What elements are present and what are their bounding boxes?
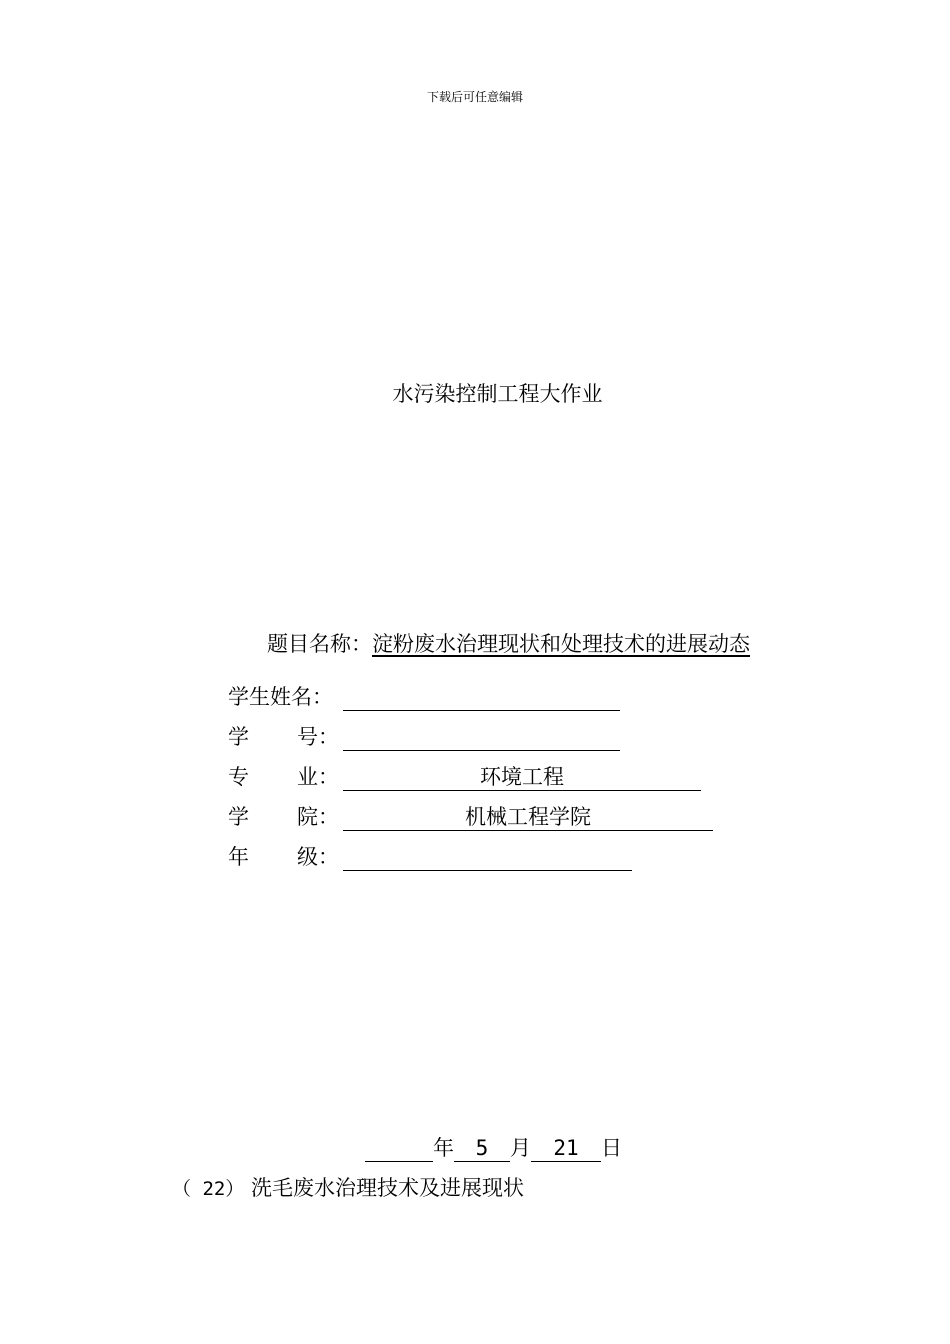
student-id-blank[interactable] (343, 724, 620, 751)
field-label: 学 院： (228, 805, 339, 829)
section-number: （ 22） (172, 1178, 245, 1200)
field-label: 学生姓名： (228, 685, 333, 709)
topic-label: 题目名称： (267, 632, 372, 656)
day-value[interactable]: 21 (531, 1135, 601, 1162)
grade-blank[interactable] (343, 844, 632, 871)
field-label: 学 号： (228, 725, 339, 749)
month-unit: 月 (510, 1136, 531, 1160)
section-heading (172, 1172, 524, 1202)
day-unit: 日 (601, 1136, 622, 1160)
section-title: 洗毛废水治理技术及进展现状 (251, 1176, 525, 1200)
field-student-name (228, 681, 620, 711)
month-value[interactable]: 5 (454, 1135, 510, 1162)
field-college (228, 801, 713, 831)
field-student-id (228, 721, 620, 751)
topic-value: 淀粉废水治理现状和处理技术的进展动态 (372, 632, 750, 656)
college-value[interactable]: 机械工程学院 (343, 804, 713, 831)
field-label: 年 级： (228, 845, 339, 869)
date-line (365, 1132, 622, 1162)
student-name-blank[interactable] (343, 684, 620, 711)
field-label: 专 业： (228, 765, 339, 789)
major-value[interactable]: 环境工程 (343, 764, 701, 791)
header-note: 下载后可任意编辑 (426, 90, 523, 104)
year-blank[interactable] (365, 1135, 433, 1162)
year-unit: 年 (433, 1136, 454, 1160)
field-grade (228, 841, 632, 871)
document-title: 水污染控制工程大作业 (392, 382, 603, 406)
field-major (228, 761, 701, 791)
topic-line (267, 628, 750, 658)
